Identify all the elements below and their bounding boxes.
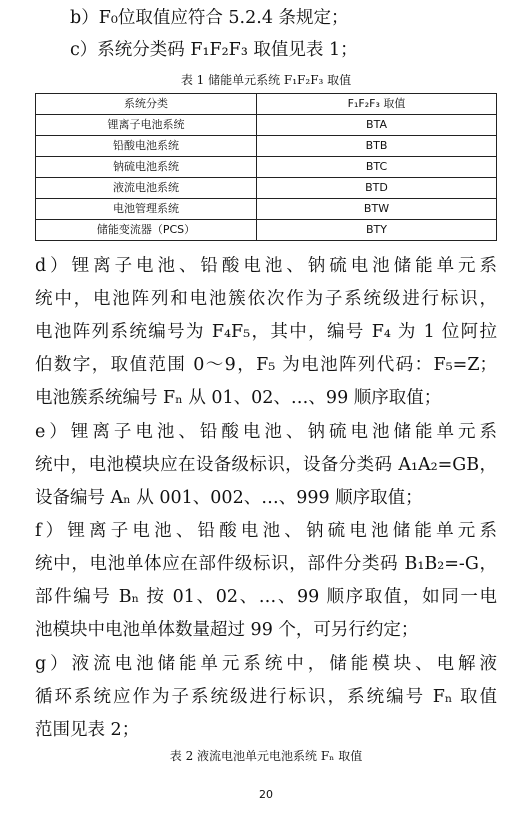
paragraph-d-line: 统中，电池阵列和电池簇依次作为子系统级进行标识， xyxy=(35,289,497,309)
table2-caption: 表 2 液流电池单元电池系统 Fₙ 取值 xyxy=(169,749,363,763)
text-line-b: b）F₀位取值应符合 5.2.4 条规定； xyxy=(70,8,349,28)
table1-caption: 表 1 储能单元系统 F₁F₂F₃ 取值 xyxy=(180,73,352,87)
table-row xyxy=(36,157,497,178)
table-cell: 铅酸电池系统 xyxy=(36,136,257,157)
paragraph-e-line: e）锂离子电池、铅酸电池、钠硫电池储能单元系 xyxy=(35,422,497,442)
table1 xyxy=(35,93,497,241)
paragraph-d-line: d）锂离子电池、铅酸电池、钠硫电池储能单元系 xyxy=(35,256,497,276)
table-row xyxy=(36,136,497,157)
paragraph-f-line: 统中，电池单体应在部件级标识，部件分类码 B₁B₂=-G， xyxy=(35,554,497,574)
table-cell: 液流电池系统 xyxy=(36,178,257,199)
table-cell: BTY xyxy=(257,220,497,241)
paragraph-g-line: g）液流电池储能单元系统中，储能模块、电解液 xyxy=(35,654,497,674)
paragraph-d-line: 伯数字，取值范围 0～9，F₅ 为电池阵列代码：F₅=Z； xyxy=(35,355,497,375)
paragraph-g-line: 循环系统应作为子系统级进行标识，系统编号 Fₙ 取值 xyxy=(35,687,497,707)
paragraph-g-line: 范围见表 2； xyxy=(35,720,140,740)
text-line-c: c）系统分类码 F₁F₂F₃ 取值见表 1； xyxy=(70,40,358,60)
paragraph-f-line: 部件编号 Bₙ 按 01、02、…、99 顺序取值，如同一电 xyxy=(35,587,497,607)
page-number: 20 xyxy=(259,788,273,801)
paragraph-d-line: 电池簇系统编号 Fₙ 从 01、02、…、99 顺序取值； xyxy=(35,388,442,408)
table-row xyxy=(36,199,497,220)
table1-header-cell: F₁F₂F₃ 取值 xyxy=(257,94,497,115)
table-cell: 锂离子电池系统 xyxy=(36,115,257,136)
table-row xyxy=(36,220,497,241)
table-cell: BTD xyxy=(257,178,497,199)
table-cell: BTW xyxy=(257,199,497,220)
table-cell: BTA xyxy=(257,115,497,136)
paragraph-d-line: 电池阵列系统编号为 F₄F₅，其中，编号 F₄ 为 1 位阿拉 xyxy=(35,322,497,342)
table-row xyxy=(36,178,497,199)
table1-header-cell: 系统分类 xyxy=(36,94,257,115)
paragraph-e-line: 设备编号 Aₙ 从 001、002、…、999 顺序取值； xyxy=(35,488,423,508)
table-cell: 储能变流器（PCS） xyxy=(36,220,257,241)
table-cell: 电池管理系统 xyxy=(36,199,257,220)
table-cell: 钠硫电池系统 xyxy=(36,157,257,178)
paragraph-f-line: f）锂离子电池、铅酸电池、钠硫电池储能单元系 xyxy=(35,521,497,541)
table-row xyxy=(36,115,497,136)
table1-header-row xyxy=(36,94,497,115)
paragraph-e-line: 统中，电池模块应在设备级标识，设备分类码 A₁A₂=GB， xyxy=(35,455,497,475)
table-cell: BTB xyxy=(257,136,497,157)
paragraph-f-line: 池模块中电池单体数量超过 99 个，可另行约定； xyxy=(35,620,419,640)
table-cell: BTC xyxy=(257,157,497,178)
